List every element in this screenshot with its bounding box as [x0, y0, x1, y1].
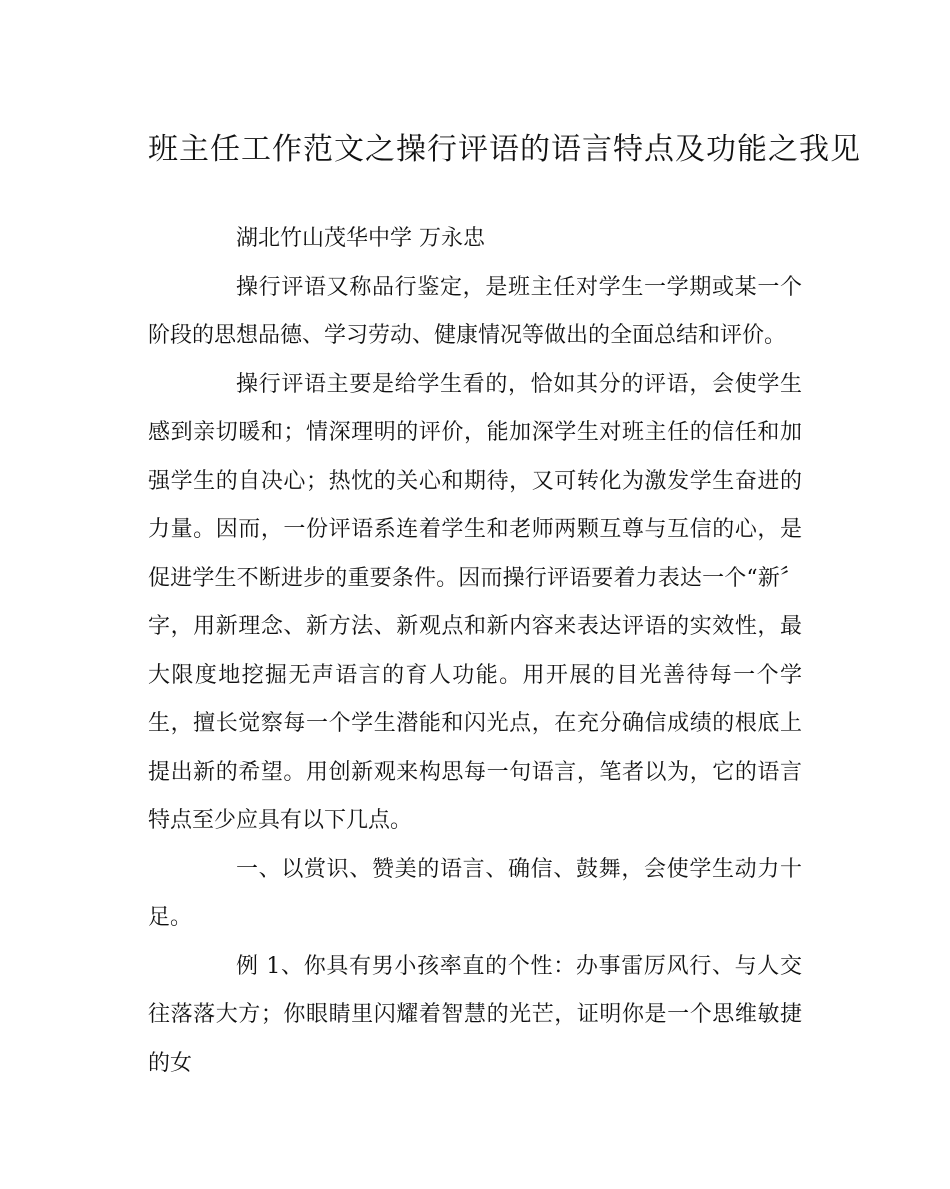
paragraph-definition: 操行评语又称品行鉴定，是班主任对学生一学期或某一个阶段的思想品德、学习劳动、健康情况等做出的全面总结和评价。	[148, 274, 802, 348]
paragraph-section-heading: 一、以赏识、赞美的语言、确信、鼓舞，会使学生动力十足。	[148, 856, 802, 930]
paragraph-purpose: 操行评语主要是给学生看的，恰如其分的评语，会使学生感到亲切暖和；情深理明的评价，能加深学生对班主任的信任和加强学生的自决心；热忱的关心和期待，又可转化为激发学生奋进的力量。因而，一份评语系连着学生和老师两颗互尊与互信的心，是促进学生不断进步的重要条件。因而操行评语要着力表达一个“新〞字，用新理念、新方法、新观点和新内容来表达评语的实效性，最大限度地挖掘无声语言的育人功能。用开展的目光善待每一个学生，擅长觉察每一个学生潜能和闪光点，在充分确信成绩的根底上提出新的希望。用创新观来构思每一句语言，笔者以为，它的语言特点至少应具有以下几点。	[148, 371, 802, 833]
page-title: 班主任工作范文之操行评语的语言特点及功能之我见	[148, 132, 861, 167]
author-line: 湖北竹山茂华中学 万永忠	[236, 226, 485, 251]
paragraph-example: 例 1、你具有男小孩率直的个性：办事雷厉风行、与人交往落落大方；你眼睛里闪耀着智慧的光芒，证明你是一个思维敏捷的女	[148, 953, 802, 1076]
document-body	[148, 215, 802, 1088]
